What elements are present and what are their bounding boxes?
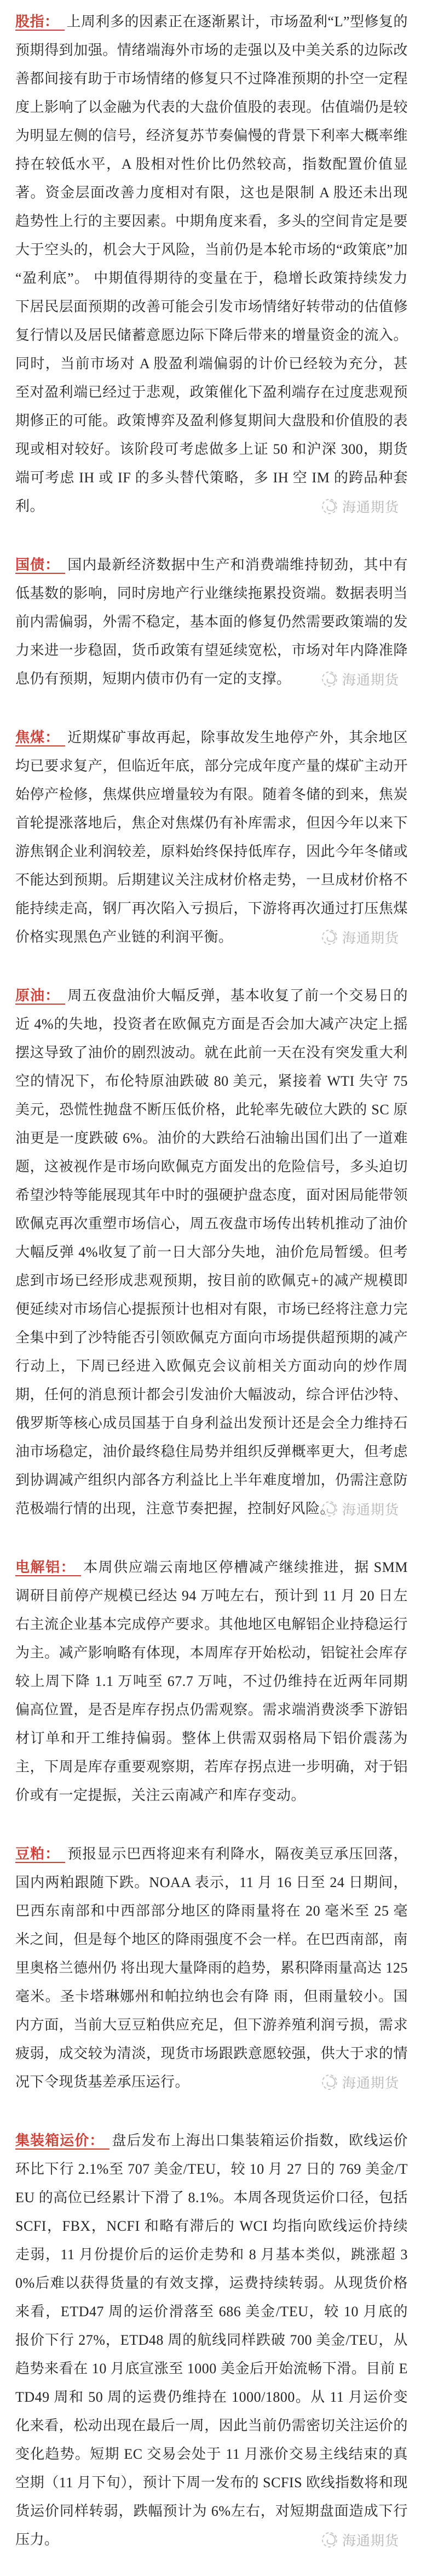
section-title: 豆粕： [15, 1846, 65, 1863]
watermark-text: 海通期货 [342, 2534, 399, 2549]
watermark-text: 海通期货 [342, 500, 399, 515]
section-paragraph [15, 2127, 408, 2554]
watermark-text: 海通期货 [342, 1503, 399, 1518]
section-crude-oil [15, 982, 408, 1523]
section-paragraph [15, 1840, 408, 2096]
watermark-text: 海通期货 [342, 673, 399, 688]
section-stock-index [15, 8, 408, 521]
section-body: 盘后发布上海出口集装箱运价指数，欧线运价环比下行 2.1%至 707 美金/TEU，较 10 月 27 日的 769 美金/TEU 的高位已经累计下滑了 8.1%。本周各现货运价口径，包括 SCFI，FBX，NCFI 和略有滞后的 WCI 均指向欧线运价持续走弱，11 月份提价后的运价走势和 8 月基本类似，跳涨超 30%后难以获得货量的有效支撑，运费持续转弱。从现货价格来看，ETD47 周的运价滑落至 686 美金/TEU，较 10 月底的报价下行 27%，ETD48 周的航线同样跌破 700 美金/TEU，从趋势来看在 10 月底宣涨至 1000 美金后开始流畅下滑。目前 ETD49 周和 50 周的运费仍维持在 1000/1800。从 11 月运价变化来看，松动出现在最后一周，因此当前仍需密切关注运价的变化趋势。短期 EC 交易会处于 11 月涨价交易主线结束的真空期（11 月下旬），预计下周一发布的 SCFIS 欧线指数将和现货运价同样转弱，跌幅预计为 6%左右，对短期盘面造成下行压力。 [15, 2133, 408, 2547]
section-body: 近期煤矿事故再起，除事故发生地停产外，其余地区均已要求复产，但临近年底，部分完成年度产量的煤矿主动开始停产检修，焦煤供应增量较为有限。随着冬储的到来，焦炭首轮提涨落地后，焦企对焦煤仍有补库需求，但因今年以来下游焦钢企业利润较差，原料始终保持低库存，因此今年冬储或不能达到预期。后期建议关注成材价格走势，一旦成材价格不能持续走高，钢厂再次陷入亏损后，下游将再次通过打压焦煤价格实现黑色产业链的利润平衡。 [15, 730, 408, 945]
section-body: 预报显示巴西将迎来有利降水，隔夜美豆承压回落，国内两粕跟随下跌。NOAA 表示，11 月 16 日至 24 日期间，巴西东南部和中西部部分地区的降雨量将在 20 毫米至 25 毫米之间，但是每个地区的降雨强度不会一样。在巴西南部，南里奥格兰德州仍 将出现大量降雨的趋势，累积降雨量高达 125 毫米。圣卡塔琳娜州和帕拉纳也会有降 雨，但雨量较小。国内方面，当前大豆豆粕供应充足，但下游养殖利润亏损，需求疲弱，成交较为清淡，现货市场跟跌意愿较强，供大于求的情况下令现货基差承压运行。 [15, 1846, 408, 2090]
section-title: 国债： [15, 557, 65, 574]
section-title: 电解铝： [15, 1559, 81, 1576]
section-container-freight [15, 2127, 408, 2554]
section-title: 集装箱运价： [15, 2133, 109, 2150]
section-title: 焦煤： [15, 730, 65, 746]
section-paragraph [15, 551, 408, 693]
section-body: 国内最新经济数据中生产和消费端维持韧劲，其中有低基数的影响，同时房地产行业继续拖累投资端。数据表明当前内需偏弱，外需不稳定，基本面的修复仍然需要政策端的发力来进一步稳固，货币政策有望延续宽松，市场对年内降准降息仍有预期，短期内债市仍有一定的支撑。 [15, 557, 408, 687]
section-body: 本周供应端云南地区停槽减产继续推进，据 SMM 调研目前停产规模已经达 94 万吨左右，预计到 11 月 20 日左右主流企业基本完成停产要求。其他地区电解铝企业持稳运行为主。减产影响略有体现，本周库存开始松动，铝锭社会库存较上周下降 1.1 万吨至 67.7 万吨，不过仍维持在近两年同期偏高位置，是否是库存拐点仍需观察。需求端消费淡季下游铝材订单和开工维持偏弱。整体上供需双弱格局下铝价震荡为主，下周是库存重要观察期，若库存拐点进一步明确，对于铝价或有一定提振，关注云南减产和库存变动。 [15, 1559, 408, 1803]
watermark-text: 海通期货 [342, 2076, 399, 2091]
section-paragraph [15, 982, 408, 1523]
section-soybean-meal [15, 1840, 408, 2096]
section-coking-coal [15, 723, 408, 951]
section-title: 原油： [15, 988, 65, 1005]
section-paragraph [15, 723, 408, 951]
section-paragraph [15, 1553, 408, 1810]
section-treasury-bonds [15, 551, 408, 693]
section-body: 周五夜盘油价大幅反弹，基本收复了前一个交易日的近 4%的失地，投资者在欧佩克方面是否会加大减产决定上摇摆这导致了油价的剧烈波动。就在此前一天在没有突发重大利空的情况下，布伦特原油跌破 80 美元，紧接着 WTI 失守 75 美元，恐慌性抛盘不断压低价格，此轮率先破位大跌的 SC 原油更是一度跌破 6%。油价的大跌给石油输出国们出了一道难题，这被视作是市场向欧佩克方面发出的危险信号，多头迫切希望沙特等能展现其年中时的强硬护盘态度，面对困局能带领欧佩克再次重塑市场信心，周五夜盘市场传出转机推动了油价大幅反弹 4%收复了前一日大部分失地，油价危局暂缓。但考虑到市场已经形成悲观预期，按目前的欧佩克+的减产规模即便延续对市场信心提振预计也相对有限，市场已经将注意力完全集中到了沙特能否引领欧佩克方面向市场提供超预期的减产行动上，下周已经进入欧佩克会议前相关方面动向的炒作周期，任何的消息预计都会引发油价大幅波动，综合评估沙特、俄罗斯等核心成员国基于自身利益出发预计还是会全力维持石油市场稳定，油价最终稳住局势并组织反弹概率更大，但考虑到协调减产组织内部各方利益比上半年难度增加，仍需注意防范极端行情的出现，注意节奏把握，控制好风险。 [15, 988, 408, 1517]
section-title: 股指： [15, 14, 65, 31]
section-body: 上周利多的因素正在逐渐累计，市场盈利“L”型修复的预期得到加强。情绪端海外市场的走强以及中美关系的边际改善都间接有助于市场情绪的修复只不过降准预期的扑空一定程度上影响了以金融为代表的大盘价值股的表现。估值端仍是较为明显左侧的信号，经济复苏节奏偏慢的背景下利率大概率维持在较低水平，A 股相对性价比仍然较高，指数配置价值显著。资金层面改善力度相对有限，这也是限制 A 股还未出现趋势性上行的主要因素。中期角度来看，多头的空间肯定是要大于空头的，机会大于风险，当前仍是本轮市场的“政策底”加“盈利底”。 中期值得期待的变量在于，稳增长政策持续发力下居民层面预期的改善可能会引发市场情绪好转带动的估值修复行情以及居民储蓄意愿边际下降后带来的增量资金的流入。同时，当前市场对 A 股盈利端偏弱的计价已经较为充分，甚至对盈利端已经过于悲观，政策催化下盈利端存在过度悲观预期修正的可能。政策博弈及盈利修复期间大盘股和价值股的表现或相对较好。该阶段可考虑做多上证 50 和沪深 300，期货端可考虑 IH 或 IF 的多头替代策略，多 IH 空 IM 的跨品种套利。 [15, 14, 408, 514]
section-paragraph [15, 8, 408, 521]
section-electrolytic-aluminum [15, 1553, 408, 1810]
watermark-text: 海通期货 [342, 931, 399, 946]
